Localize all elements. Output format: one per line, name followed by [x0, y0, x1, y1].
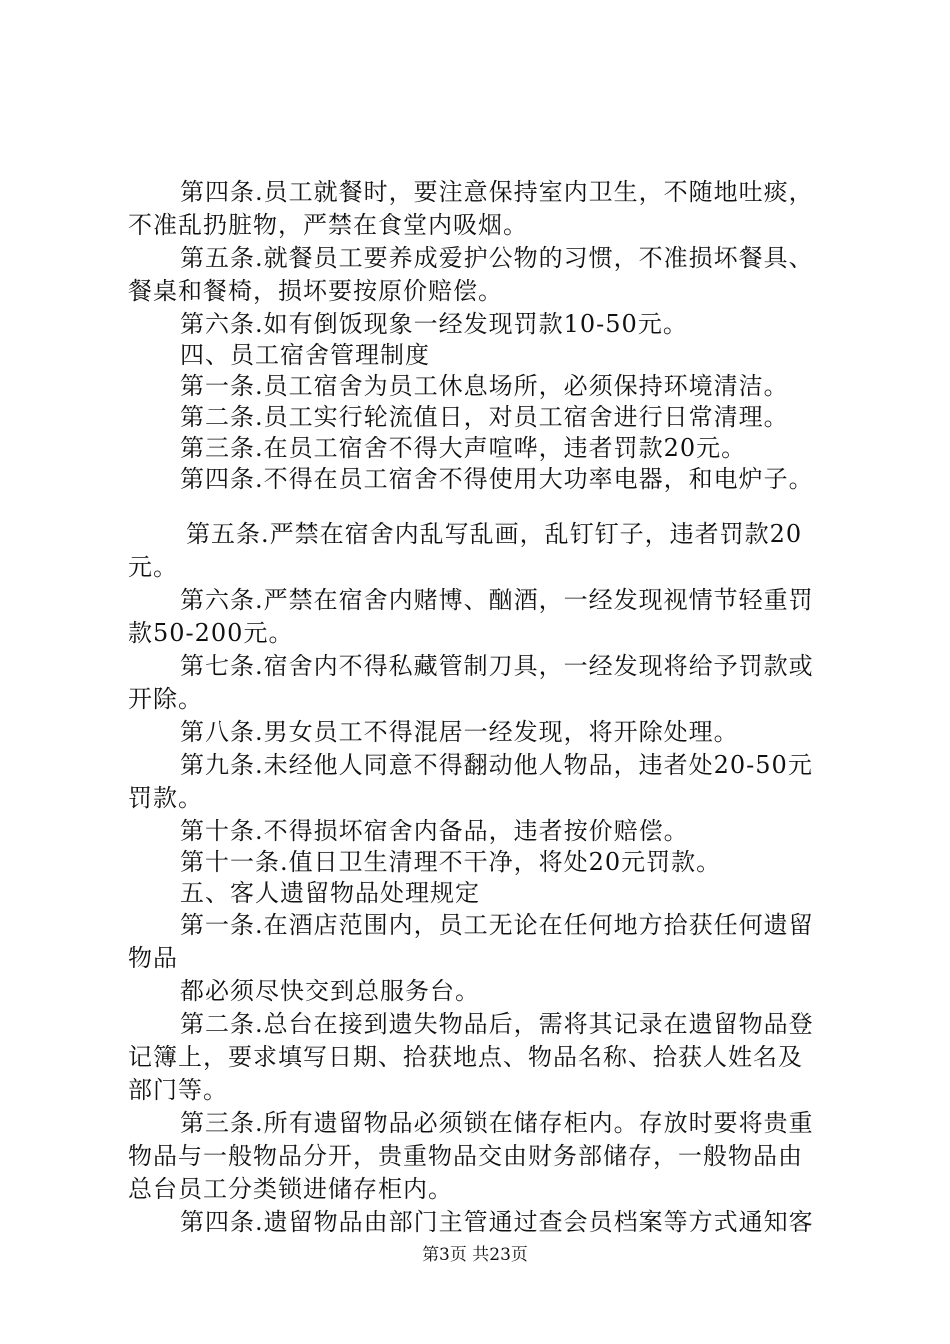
- text-line: 总台员工分类锁进储存柜内。: [128, 1175, 453, 1203]
- text-line: 第七条.宿舍内不得私藏管制刀具，一经发现将给予罚款或: [180, 652, 814, 680]
- text-line: 开除。: [128, 685, 203, 713]
- text-line: 餐桌和餐椅，损坏要按原价赔偿。: [128, 277, 503, 305]
- text-line: 不准乱扔脏物，严禁在食堂内吸烟。: [128, 211, 528, 239]
- text-line: 第一条.在酒店范围内，员工无论在任何地方拾获任何遗留: [180, 911, 814, 939]
- text-line: 第九条.未经他人同意不得翻动他人物品，违者处20-50元: [180, 751, 813, 779]
- text-line: 第十一条.值日卫生清理不干净，将处20元罚款。: [180, 848, 722, 876]
- text-line: 第十条.不得损坏宿舍内备品，违者按价赔偿。: [180, 817, 689, 845]
- text-line: 部门等。: [128, 1076, 228, 1104]
- text-line: 第二条.总台在接到遗失物品后，需将其记录在遗留物品登: [180, 1010, 814, 1038]
- text-line: 第五条.严禁在宿舍内乱写乱画，乱钉钉子，违者罚款20: [186, 520, 803, 548]
- text-line: 物品与一般物品分开，贵重物品交由财务部储存，一般物品由: [128, 1142, 803, 1170]
- text-line: 第四条.员工就餐时，要注意保持室内卫生，不随地吐痰，: [180, 178, 814, 206]
- text-line: 第四条.不得在员工宿舍不得使用大功率电器，和电炉子。: [180, 465, 814, 493]
- page-number-footer: 第3页 共23页: [422, 1245, 528, 1265]
- text-line: 都必须尽快交到总服务台。: [180, 977, 480, 1005]
- text-line: 第八条.男女员工不得混居一经发现，将开除处理。: [180, 718, 739, 746]
- text-line: 第三条.所有遗留物品必须锁在储存柜内。存放时要将贵重: [180, 1109, 814, 1137]
- text-line: 第五条.就餐员工要养成爱护公物的习惯，不准损坏餐具、: [180, 244, 814, 272]
- text-line: 第六条.严禁在宿舍内赌博、酗酒，一经发现视情节轻重罚: [180, 586, 814, 614]
- text-line: 记簿上，要求填写日期、拾获地点、物品名称、拾获人姓名及: [128, 1043, 803, 1071]
- section-heading: 五、客人遗留物品处理规定: [180, 879, 480, 907]
- text-line: 第三条.在员工宿舍不得大声喧哗，违者罚款20元。: [180, 434, 747, 462]
- section-heading: 四、员工宿舍管理制度: [180, 341, 430, 369]
- text-line: 第一条.员工宿舍为员工休息场所，必须保持环境清洁。: [180, 372, 789, 400]
- text-line: 物品: [128, 944, 178, 972]
- text-line: 第六条.如有倒饭现象一经发现罚款10-50元。: [180, 310, 688, 338]
- text-line: 第四条.遗留物品由部门主管通过查会员档案等方式通知客: [180, 1208, 814, 1236]
- text-line: 罚款。: [128, 784, 203, 812]
- text-line: 第二条.员工实行轮流值日，对员工宿舍进行日常清理。: [180, 403, 789, 431]
- text-line: 元。: [128, 553, 178, 581]
- text-line: 款50-200元。: [128, 619, 294, 647]
